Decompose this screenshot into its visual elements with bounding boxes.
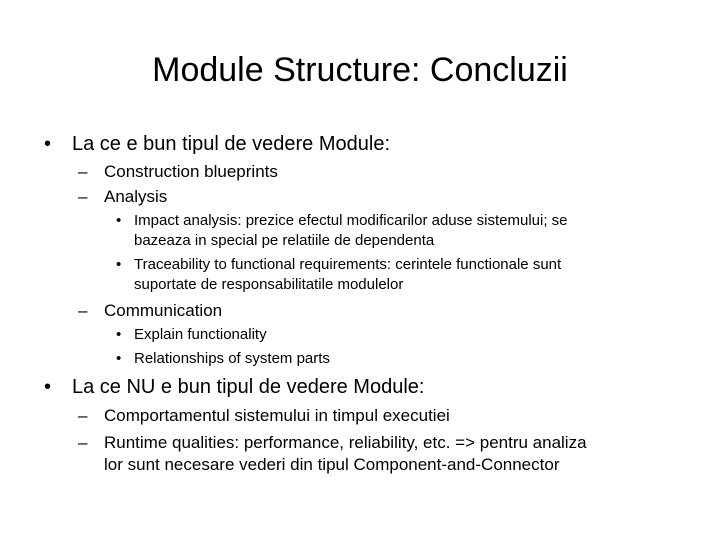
bullet-icon: • (116, 212, 122, 229)
bullet-icon: • (116, 256, 122, 273)
list-item: Construction blueprints (104, 162, 278, 181)
dash-icon: – (78, 301, 88, 320)
list-item: Communication (104, 301, 223, 320)
bullet-icon: • (44, 376, 52, 398)
sub-item-line: Relationships of system parts (134, 350, 330, 367)
sub-item-line: Traceability to functional requirements: cerintele functionale sunt (134, 256, 562, 273)
dash-icon: – (78, 433, 88, 452)
section-heading-1: La ce e bun tipul de vedere Module: (72, 133, 390, 155)
list-item-line: Runtime qualities: performance, reliability, etc. => pentru analiza (104, 433, 587, 452)
dash-icon: – (78, 162, 88, 181)
list-item-line: lor sunt necesare vederi din tipul Component-and-Connector (104, 455, 560, 474)
bullet-icon: • (44, 133, 52, 155)
list-item: Comportamentul sistemului in timpul executiei (104, 406, 450, 425)
dash-icon: – (78, 406, 88, 425)
list-item: Analysis (104, 187, 168, 206)
sub-item-line: Impact analysis: prezice efectul modificarilor aduse sistemului; se (134, 212, 568, 229)
sub-item-line: suportate de responsabilitatile modulelor (134, 276, 404, 293)
section-heading-2: La ce NU e bun tipul de vedere Module: (72, 376, 425, 398)
bullet-icon: • (116, 350, 122, 367)
dash-icon: – (78, 187, 88, 206)
sub-item-line: Explain functionality (134, 326, 267, 343)
bullet-icon: • (116, 326, 122, 343)
slide-title: Module Structure: Concluzii (152, 51, 568, 89)
sub-item-line: bazeaza in special pe relatiile de dependenta (134, 232, 435, 249)
